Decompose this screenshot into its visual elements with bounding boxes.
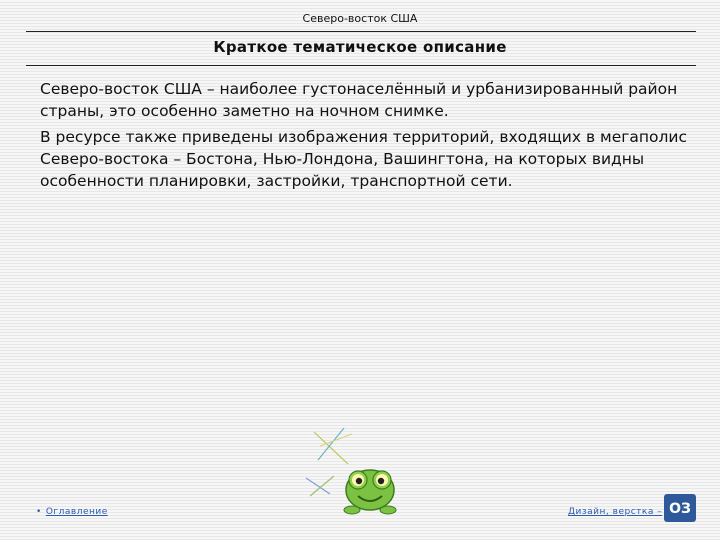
table-of-contents-link[interactable]: [36, 507, 108, 517]
bullet-icon: •: [36, 507, 42, 517]
header-divider-bottom: [26, 65, 696, 66]
logo-text: ОЗ: [669, 501, 691, 517]
page-title: Северо-восток США: [302, 12, 418, 25]
contents-link-label[interactable]: Оглавление: [45, 507, 108, 517]
frog-mascot: [300, 420, 410, 524]
section-subtitle: Краткое тематическое описание: [213, 38, 507, 56]
description-paragraph-2: В ресурсе также приведены изображения территорий, входящих в мегаполис Северо-востока – Бостона, Нью-Лондона, Вашингтона, на которых видны особенности планировки, застройки, транспортной сети.: [40, 128, 688, 190]
description-body: [40, 78, 700, 196]
header-divider-top: [26, 31, 696, 32]
brand-logo[interactable]: [664, 494, 696, 526]
description-paragraph-1: Северо-восток США – наиболее густонаселённый и урбанизированный район страны, это особенно заметно на ночном снимке.: [40, 80, 678, 120]
credits-label[interactable]: Дизайн, верстка: [568, 507, 654, 517]
brand-logo-icon: [664, 494, 696, 522]
credits-link[interactable]: Дизайн, верстка –: [568, 507, 663, 517]
green-frog-icon: [300, 420, 410, 520]
